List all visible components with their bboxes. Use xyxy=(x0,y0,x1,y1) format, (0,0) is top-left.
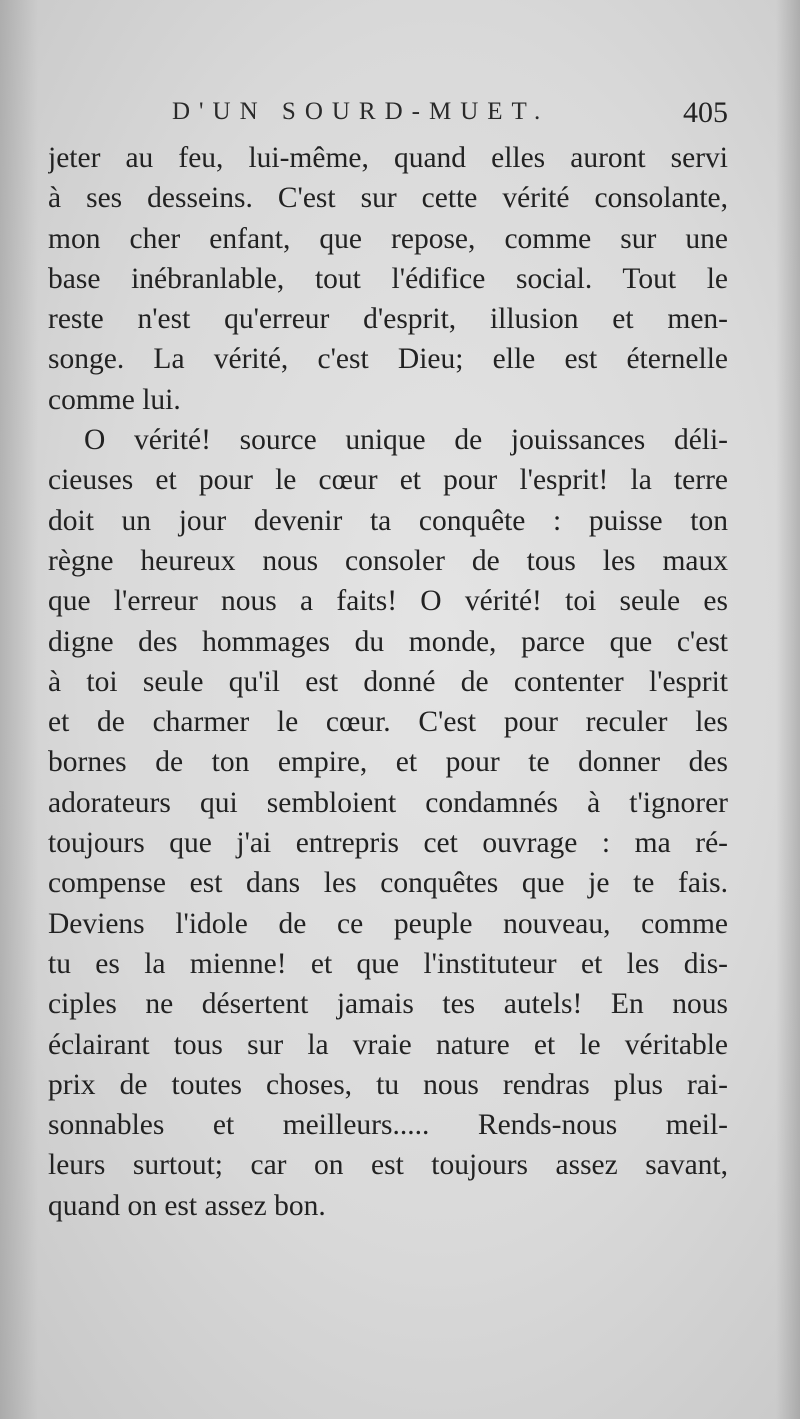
text-line: songe. La vérité, c'est Dieu; elle est éternelle xyxy=(48,343,728,376)
text-line: que l'erreur nous a faits! O vérité! toi seule es xyxy=(48,585,728,618)
text-line: reste n'est qu'erreur d'esprit, illusion et men- xyxy=(48,303,728,336)
running-title: D'UN SOURD-MUET. xyxy=(172,98,550,125)
text-line: à ses desseins. C'est sur cette vérité consolante, xyxy=(48,182,728,215)
text-line: digne des hommages du monde, parce que c'est xyxy=(48,625,728,658)
text-line: compense est dans les conquêtes que je te fais. xyxy=(48,867,728,900)
text-line: bornes de ton empire, et pour te donner des xyxy=(48,746,728,779)
text-line: quand on est assez bon. xyxy=(48,1189,326,1222)
text-line: base inébranlable, tout l'édifice social. Tout le xyxy=(48,262,728,295)
text-line: mon cher enfant, que repose, comme sur une xyxy=(48,222,728,255)
text-line: prix de toutes choses, tu nous rendras plus rai- xyxy=(48,1068,728,1101)
text-line: comme lui. xyxy=(48,383,181,416)
text-line: Deviens l'idole de ce peuple nouveau, comme xyxy=(48,907,728,940)
text-line: sonnables et meilleurs..... Rends-nous meil- xyxy=(48,1109,728,1142)
text-line: éclairant tous sur la vraie nature et le véritable xyxy=(48,1028,728,1061)
text-line: à toi seule qu'il est donné de contenter l'esprit xyxy=(48,665,728,698)
text-line: et de charmer le cœur. C'est pour reculer les xyxy=(48,706,728,739)
body-text xyxy=(48,138,728,1226)
page-number: 405 xyxy=(683,96,728,129)
text-line: O vérité! source unique de jouissances déli- xyxy=(84,424,728,457)
text-line: doit un jour devenir ta conquête : puisse ton xyxy=(48,504,728,537)
running-head xyxy=(0,96,800,136)
text-line: adorateurs qui sembloient condamnés à t'ignorer xyxy=(48,786,728,819)
text-line: jeter au feu, lui-même, quand elles auront servi xyxy=(48,142,728,174)
text-line: toujours que j'ai entrepris cet ouvrage : ma ré- xyxy=(48,827,728,860)
text-line: règne heureux nous consoler de tous les maux xyxy=(48,544,728,577)
text-line: tu es la mienne! et que l'instituteur et les dis- xyxy=(48,947,728,980)
text-line: ciples ne désertent jamais tes autels! En nous xyxy=(48,988,728,1021)
text-line: cieuses et pour le cœur et pour l'esprit! la terre xyxy=(48,464,728,497)
text-line: leurs surtout; car on est toujours assez savant, xyxy=(48,1149,728,1182)
